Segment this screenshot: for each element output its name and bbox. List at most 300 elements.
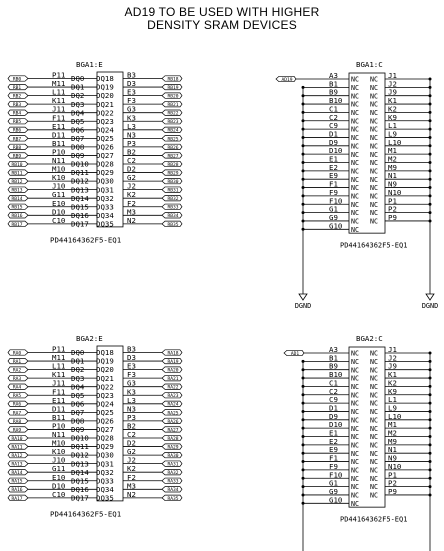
net-flag-ra0 <box>8 350 28 357</box>
net-flag-ra18 <box>162 350 182 357</box>
nc-marker: NC <box>370 75 378 84</box>
nc-marker: NC <box>351 349 359 358</box>
left-pin-number: A3 <box>329 71 338 80</box>
net-flag-ra25 <box>162 410 182 417</box>
net-flag-ra35 <box>162 495 182 502</box>
nc-marker: NC <box>351 175 359 184</box>
nc-marker: NC <box>351 167 359 176</box>
net-flag-label: RA12 <box>11 454 23 459</box>
net-flag-label: RB20 <box>167 94 179 100</box>
title-line-2: DENSITY SRAM DEVICES <box>147 18 297 32</box>
nc-marker: NC <box>351 474 359 483</box>
left-pin-number: B10 <box>329 96 343 106</box>
left-pin-number: J10 <box>52 181 66 191</box>
right-pin-number: N1 <box>388 445 397 455</box>
net-flag-rb27 <box>162 153 182 160</box>
net-flag-rb7 <box>8 136 28 143</box>
right-pin-number: L10 <box>388 411 402 421</box>
net-flag-label: AD1 <box>290 351 300 357</box>
net-flag-label: RA23 <box>167 394 179 400</box>
right-signal-name: DQ25 <box>96 133 114 143</box>
left-pin-number: C10 <box>52 215 66 225</box>
left-pin-number: F10 <box>329 196 343 206</box>
net-flag-rb8 <box>8 144 28 151</box>
left-pin-number: G10 <box>329 495 343 505</box>
left-signal-name: DQ15 <box>71 476 89 486</box>
net-flag-ra30 <box>162 452 182 459</box>
right-pin-number: L3 <box>127 395 136 405</box>
net-flag-label: RB1 <box>12 85 22 91</box>
right-pin-number: K2 <box>127 464 136 474</box>
left-signal-name: DQ16 <box>71 484 89 494</box>
right-pin-number: K3 <box>127 113 136 123</box>
net-flag-label: RB22 <box>167 111 179 117</box>
nc-marker: NC <box>370 374 378 383</box>
net-flag-rb10 <box>8 161 28 168</box>
net-flag-rb1 <box>8 84 28 91</box>
nc-marker: NC <box>351 83 359 92</box>
net-flag-label: RA14 <box>11 471 23 477</box>
left-pin-number: M10 <box>52 438 66 448</box>
left-pin-number: B9 <box>329 87 338 97</box>
right-signal-name: DQ26 <box>96 416 114 426</box>
net-flag-label: RA7 <box>12 411 22 417</box>
nc-marker: NC <box>370 209 378 218</box>
nc-marker: NC <box>370 142 378 151</box>
right-pin-number: N1 <box>388 171 397 181</box>
net-flag-rb15 <box>8 204 28 211</box>
left-signal-name: DQ1 <box>71 356 85 366</box>
net-flag-ra4 <box>8 384 28 391</box>
left-signal-name: DQ6 <box>71 125 85 135</box>
left-pin-number: B1 <box>329 79 338 89</box>
left-signal-name: DQ13 <box>71 459 89 469</box>
net-flag-ad1 <box>284 350 304 357</box>
left-pin-number: G1 <box>329 204 338 214</box>
net-flag-ra29 <box>162 444 182 451</box>
right-pin-number: K2 <box>388 378 397 388</box>
left-pin-number: D11 <box>52 404 66 414</box>
net-flag-label: RA25 <box>167 411 179 417</box>
nc-marker: NC <box>370 200 378 209</box>
net-flag-label: RB4 <box>12 111 22 117</box>
net-flag-label: RA8 <box>12 419 22 425</box>
right-signal-name: DQ28 <box>96 433 114 443</box>
right-pin-number: L3 <box>127 121 136 131</box>
net-flag-label: RB18 <box>167 77 179 83</box>
part-number: PD44164362F5-EQ1 <box>50 235 122 245</box>
net-flag-label: RB3 <box>12 103 22 109</box>
net-flag-rb17 <box>8 221 28 228</box>
net-flag-label: RA17 <box>11 496 23 502</box>
left-pin-number: E10 <box>52 472 66 482</box>
right-pin-number: P3 <box>127 412 136 422</box>
part-number: PD44164362F5-EQ1 <box>50 509 122 519</box>
nc-marker: NC <box>370 491 378 500</box>
right-pin-number: N3 <box>127 130 136 140</box>
net-flag-label: RA9 <box>12 428 22 434</box>
net-flag-rb5 <box>8 119 28 126</box>
net-flag-rb19 <box>162 84 182 91</box>
net-flag-ra24 <box>162 401 182 408</box>
nc-marker: NC <box>370 383 378 391</box>
right-pin-number: J9 <box>388 87 397 97</box>
net-flag-label: RA21 <box>167 377 179 383</box>
right-pin-number: P1 <box>388 196 397 206</box>
net-flag-ad19 <box>276 76 296 83</box>
left-pin-number: P10 <box>52 421 66 431</box>
right-pin-number: D2 <box>127 438 136 448</box>
net-flag-label: RB23 <box>167 120 179 126</box>
right-signal-name: DQ19 <box>96 82 114 92</box>
right-pin-number: K9 <box>388 386 397 396</box>
symbol-bga1e <box>8 60 182 244</box>
net-flag-ra7 <box>8 410 28 417</box>
net-flag-rb3 <box>8 101 28 108</box>
nc-marker: NC <box>370 357 378 366</box>
right-pin-number: M9 <box>388 436 397 446</box>
net-flag-ra33 <box>162 478 182 485</box>
nc-marker: NC <box>351 399 359 408</box>
net-flag-rb20 <box>162 93 182 100</box>
nc-marker: NC <box>351 374 359 383</box>
net-flag-ra32 <box>162 470 182 477</box>
net-flag-ra20 <box>162 367 182 374</box>
right-pin-number: C2 <box>127 156 136 165</box>
nc-marker: NC <box>351 159 359 168</box>
left-signal-name: DQ17 <box>71 219 89 229</box>
left-pin-number: F11 <box>52 113 66 123</box>
right-pin-number: E3 <box>127 361 136 371</box>
left-pin-number: E2 <box>329 162 338 172</box>
net-flag-label: RA35 <box>167 496 179 502</box>
right-signal-name: DQ30 <box>96 450 114 460</box>
right-pin-number: B2 <box>127 421 136 431</box>
left-pin-number: B10 <box>329 370 343 380</box>
net-flag-label: RB6 <box>12 128 22 134</box>
net-flag-rb30 <box>162 178 182 185</box>
left-pin-number: L11 <box>52 87 66 97</box>
net-flag-ra23 <box>162 393 182 400</box>
nc-marker: NC <box>351 209 359 218</box>
nc-marker: NC <box>351 192 359 201</box>
net-flag-ra15 <box>8 478 28 485</box>
ground-label-left: DGND <box>294 302 312 310</box>
net-flag-rb32 <box>162 196 182 203</box>
nc-marker: NC <box>370 408 378 417</box>
nc-marker: NC <box>370 449 378 458</box>
right-pin-number: M2 <box>388 154 397 164</box>
right-pin-number: D2 <box>127 164 136 174</box>
right-signal-name: DQ27 <box>96 425 114 435</box>
left-signal-name: DQ4 <box>71 108 85 118</box>
symbol-title: BGA1:E <box>76 60 103 69</box>
net-flag-rb29 <box>162 170 182 177</box>
left-pin-number: G11 <box>52 190 66 200</box>
right-pin-number: G2 <box>127 447 136 457</box>
right-pin-number: L1 <box>388 121 397 131</box>
net-flag-label: RA20 <box>167 368 179 374</box>
symbol-title: BGA2:C <box>356 334 383 343</box>
right-pin-number: M1 <box>388 146 397 156</box>
net-flag-rb13 <box>8 187 28 194</box>
left-pin-number: K11 <box>52 96 66 106</box>
right-pin-number: N2 <box>127 489 136 499</box>
left-pin-number: L11 <box>52 361 66 371</box>
net-flag-label: RA28 <box>167 436 179 442</box>
nc-marker: NC <box>351 391 359 400</box>
net-flag-ra9 <box>8 427 28 434</box>
symbol-bga1c <box>276 60 438 310</box>
right-pin-number: M9 <box>388 162 397 172</box>
right-pin-number: J1 <box>388 345 397 354</box>
left-pin-number: J11 <box>52 378 66 388</box>
left-pin-number: C10 <box>52 489 66 499</box>
net-flag-label: RB24 <box>167 128 179 134</box>
nc-marker: NC <box>370 391 378 400</box>
net-flag-label: RB10 <box>11 162 23 168</box>
right-pin-number: J9 <box>388 361 397 371</box>
nc-marker: NC <box>370 466 378 475</box>
net-flag-ra1 <box>8 358 28 365</box>
net-flag-label: RA24 <box>167 402 179 408</box>
right-signal-name: DQ30 <box>96 176 114 186</box>
nc-marker: NC <box>370 83 378 92</box>
net-flag-rb23 <box>162 119 182 126</box>
right-pin-number: F3 <box>127 96 136 106</box>
symbol-bga2e <box>8 334 182 518</box>
nc-marker: NC <box>351 217 359 226</box>
nc-marker: NC <box>351 200 359 209</box>
net-flag-label: RB31 <box>167 188 179 194</box>
right-signal-name: DQ23 <box>96 390 114 400</box>
net-flag-rb14 <box>8 196 28 203</box>
net-flag-ra14 <box>8 470 28 477</box>
right-signal-name: DQ29 <box>96 442 114 452</box>
net-flag-label: RB33 <box>167 205 179 211</box>
left-pin-number: F9 <box>329 461 338 471</box>
left-pin-number: G10 <box>329 221 343 231</box>
left-pin-number: E11 <box>52 121 66 131</box>
right-pin-number: F2 <box>127 198 136 208</box>
right-pin-number: D3 <box>127 79 136 89</box>
net-flag-ra28 <box>162 435 182 442</box>
right-signal-name: DQ27 <box>96 151 114 161</box>
left-signal-name: DQ7 <box>71 133 85 143</box>
right-pin-number: P2 <box>388 478 397 488</box>
net-flag-label: RA1 <box>12 359 22 365</box>
net-flag-ra17 <box>8 495 28 502</box>
right-pin-number: M1 <box>388 420 397 430</box>
left-signal-name: DQ8 <box>71 416 85 426</box>
symbol-bga2c <box>284 334 438 551</box>
right-signal-name: DQ21 <box>96 99 114 109</box>
left-signal-name: DQ6 <box>71 399 85 409</box>
nc-marker: NC <box>370 399 378 408</box>
right-pin-number: B3 <box>127 344 136 354</box>
ground-symbol-left <box>299 294 307 300</box>
right-signal-name: DQ28 <box>96 159 114 169</box>
right-signal-name: DQ21 <box>96 373 114 383</box>
net-flag-label: RA27 <box>167 428 179 434</box>
nc-marker: NC <box>370 175 378 184</box>
net-flag-rb26 <box>162 144 182 151</box>
left-pin-number: D9 <box>329 137 338 147</box>
left-pin-number: C9 <box>329 395 338 405</box>
nc-marker: NC <box>351 433 359 442</box>
right-pin-number: C2 <box>127 430 136 439</box>
right-signal-name: DQ33 <box>96 202 114 212</box>
right-pin-number: K3 <box>127 387 136 397</box>
nc-marker: NC <box>351 75 359 84</box>
left-signal-name: DQ10 <box>71 159 89 169</box>
right-pin-number: L9 <box>388 403 397 413</box>
right-signal-name: DQ22 <box>96 108 114 118</box>
left-pin-number: M11 <box>52 79 66 89</box>
right-pin-number: J2 <box>127 455 136 465</box>
nc-marker: NC <box>351 225 359 234</box>
nc-marker: NC <box>370 117 378 126</box>
right-pin-number: N3 <box>127 404 136 414</box>
left-pin-number: B1 <box>329 353 338 363</box>
right-signal-name: DQ25 <box>96 407 114 417</box>
net-flag-rb11 <box>8 170 28 177</box>
net-flag-label: RA4 <box>12 385 22 391</box>
right-signal-name: DQ24 <box>96 125 114 135</box>
net-flag-label: RB7 <box>12 137 22 143</box>
left-pin-number: P11 <box>52 70 66 80</box>
left-pin-number: N11 <box>52 156 66 165</box>
net-flag-label: RB12 <box>11 180 23 185</box>
net-flag-ra8 <box>8 418 28 425</box>
nc-marker: NC <box>351 109 359 117</box>
net-flag-ra6 <box>8 401 28 408</box>
nc-marker: NC <box>370 366 378 375</box>
nc-marker: NC <box>351 117 359 126</box>
left-pin-number: C2 <box>329 112 338 122</box>
right-pin-number: B3 <box>127 70 136 80</box>
nc-marker: NC <box>351 449 359 458</box>
net-flag-ra12 <box>8 452 28 459</box>
nc-marker: NC <box>351 100 359 109</box>
left-pin-number: D10 <box>52 207 66 217</box>
nc-marker: NC <box>370 424 378 433</box>
net-flag-ra27 <box>162 427 182 434</box>
net-flag-label: RB14 <box>11 197 23 203</box>
left-signal-name: DQ17 <box>71 493 89 503</box>
nc-marker: NC <box>370 125 378 134</box>
right-signal-name: DQ20 <box>96 91 114 101</box>
right-pin-number: M3 <box>127 481 136 491</box>
net-flag-label: RB17 <box>11 222 23 228</box>
nc-marker: NC <box>370 483 378 492</box>
left-pin-number: E1 <box>329 428 338 438</box>
left-pin-number: J11 <box>52 104 66 114</box>
right-signal-name: DQ18 <box>96 74 114 84</box>
nc-marker: NC <box>351 150 359 159</box>
nc-marker: NC <box>370 433 378 442</box>
net-flag-rb24 <box>162 127 182 134</box>
net-flag-label: RA10 <box>11 436 23 442</box>
left-pin-number: F1 <box>329 179 338 189</box>
left-signal-name: DQ7 <box>71 407 85 417</box>
net-flag-label: RB26 <box>167 145 179 151</box>
left-pin-number: P10 <box>52 147 66 157</box>
net-flag-label: RB19 <box>167 85 179 91</box>
left-signal-name: DQ4 <box>71 382 85 392</box>
right-pin-number: D3 <box>127 353 136 363</box>
left-signal-name: DQ14 <box>71 193 89 203</box>
right-signal-name: DQ35 <box>96 493 114 503</box>
left-signal-name: DQ12 <box>71 176 89 186</box>
right-pin-number: P9 <box>388 212 397 222</box>
nc-marker: NC <box>351 441 359 450</box>
left-signal-name: DQ15 <box>71 202 89 212</box>
left-pin-number: K10 <box>52 447 66 457</box>
right-signal-name: DQ26 <box>96 142 114 152</box>
net-flag-rb21 <box>162 101 182 108</box>
net-flag-label: RB27 <box>167 154 179 160</box>
nc-marker: NC <box>351 416 359 425</box>
nc-marker: NC <box>351 366 359 375</box>
left-signal-name: DQ16 <box>71 210 89 220</box>
left-signal-name: DQ14 <box>71 467 89 477</box>
right-signal-name: DQ33 <box>96 476 114 486</box>
left-signal-name: DQ0 <box>71 348 85 358</box>
left-signal-name: DQ13 <box>71 185 89 195</box>
left-pin-number: D1 <box>329 403 338 413</box>
nc-marker: NC <box>351 142 359 151</box>
right-signal-name: DQ24 <box>96 399 114 409</box>
nc-marker: NC <box>370 134 378 143</box>
net-flag-label: RA32 <box>167 471 179 477</box>
net-flag-rb18 <box>162 76 182 83</box>
net-flag-ra34 <box>162 487 182 494</box>
net-flag-ra19 <box>162 358 182 365</box>
nc-marker: NC <box>351 408 359 417</box>
net-flag-rb16 <box>8 213 28 220</box>
left-pin-number: D1 <box>329 129 338 139</box>
left-pin-number: C9 <box>329 121 338 131</box>
right-pin-number: P3 <box>127 138 136 148</box>
net-flag-ra13 <box>8 461 28 468</box>
symbol-title: BGA1:C <box>356 60 383 69</box>
ground-label-right: DGND <box>421 302 439 310</box>
right-signal-name: DQ22 <box>96 382 114 392</box>
net-flag-label: RA11 <box>11 445 23 451</box>
left-pin-number: F10 <box>329 470 343 480</box>
left-pin-number: G1 <box>329 478 338 488</box>
right-signal-name: DQ34 <box>96 484 114 494</box>
net-flag-label: RB2 <box>12 94 22 100</box>
nc-marker: NC <box>351 424 359 433</box>
nc-marker: NC <box>370 109 378 117</box>
net-flag-rb34 <box>162 213 182 220</box>
net-flag-rb25 <box>162 136 182 143</box>
nc-marker: NC <box>351 466 359 475</box>
nc-marker: NC <box>370 167 378 176</box>
net-flag-label: RA13 <box>11 462 23 468</box>
left-pin-number: E9 <box>329 445 338 455</box>
nc-marker: NC <box>370 184 378 193</box>
left-pin-number: K11 <box>52 370 66 380</box>
net-flag-label: RA16 <box>11 488 23 494</box>
nc-marker: NC <box>370 474 378 483</box>
right-signal-name: DQ18 <box>96 348 114 358</box>
net-flag-ra31 <box>162 461 182 468</box>
net-flag-ra3 <box>8 375 28 382</box>
right-pin-number: G3 <box>127 378 136 388</box>
